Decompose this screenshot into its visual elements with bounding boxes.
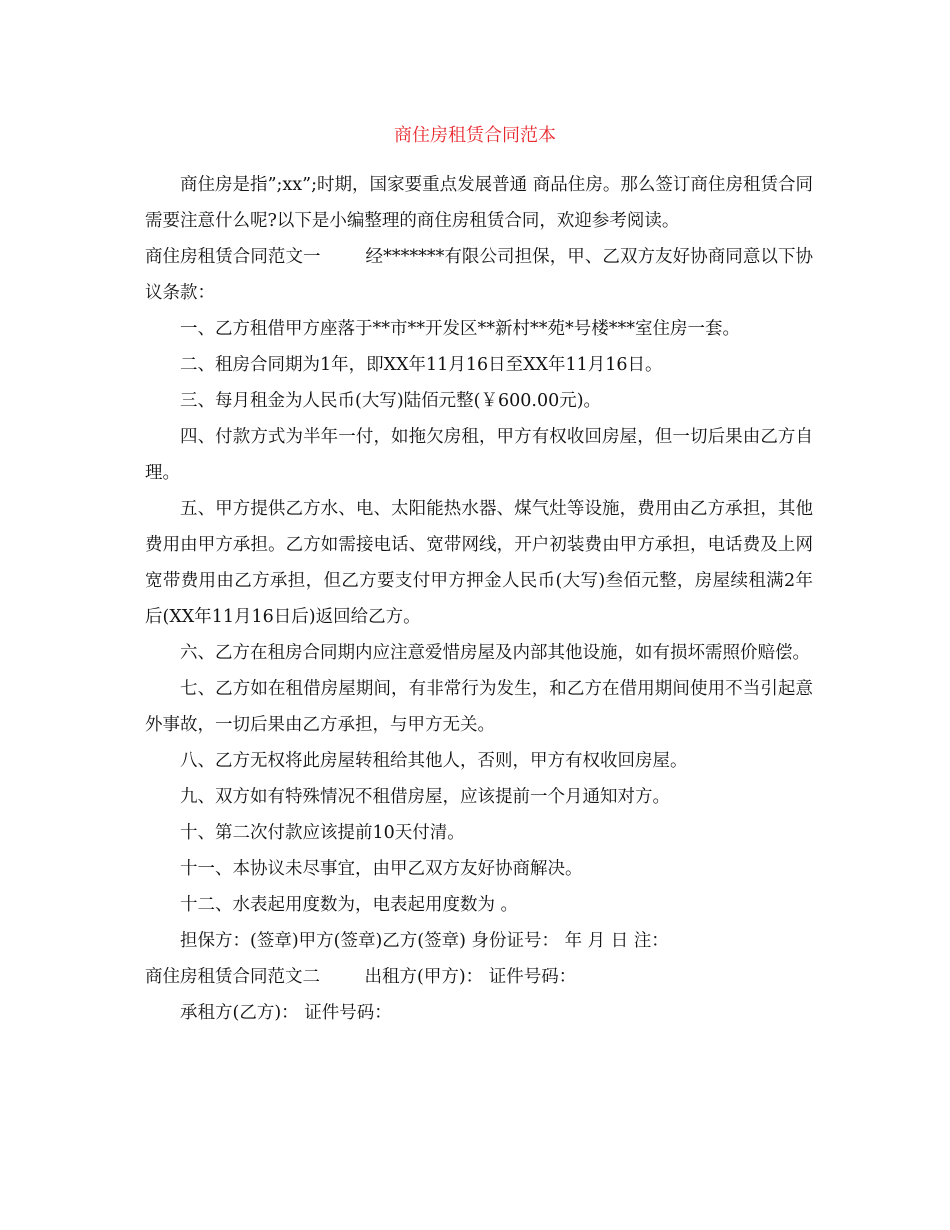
- paragraph-clause-5: 五、甲方提供乙方水、电、太阳能热水器、煤气灶等设施，费用由乙方承担，其他费用由甲方承担。乙方如需接电话、宽带网线，开户初装费由甲方承担，电话费及上网宽带费用由乙方承担，但乙方要支付甲方押金人民币(大写)叁佰元整，房屋续租满2年后(XX年11月16日后)返回给乙方。: [145, 499, 813, 627]
- paragraph-intro: 商住房是指”;xx”;时期，国家要重点发展普通 商品住房。那么签订商住房租赁合同需要注意什么呢?以下是小编整理的商住房租赁合同，欢迎参考阅读。: [145, 175, 813, 231]
- paragraph-clause-4: 四、付款方式为半年一付，如拖欠房租，甲方有权收回房屋，但一切后果由乙方自理。: [145, 427, 813, 483]
- paragraph-clause-10: 十、第二次付款应该提前10天付清。: [180, 823, 465, 843]
- paragraph-clause-9: 九、双方如有特殊情况不租借房屋，应该提前一个月通知对方。: [180, 787, 670, 807]
- document-body: [145, 167, 813, 1031]
- paragraph-lessee: 承租方(乙方)： 证件号码：: [180, 1003, 392, 1023]
- paragraph-clause-6: 六、乙方在租房合同期内应注意爱惜房屋及内部其他设施，如有损坏需照价赔偿。: [180, 643, 810, 663]
- paragraph-signatures: 担保方：(签章)甲方(签章)乙方(签章) 身份证号： 年 月 日 注：: [180, 931, 669, 951]
- paragraph-clause-12: 十二、水表起用度数为，电表起用度数为 。: [180, 895, 519, 915]
- paragraph-clause-3: 三、每月租金为人民币(大写)陆佰元整(￥600.00元)。: [180, 391, 602, 411]
- paragraph-sample-two-heading: 商住房租赁合同范文二 出租方(甲方)： 证件号码：: [145, 967, 577, 987]
- paragraph-clause-2: 二、租房合同期为1年，即XX年11月16日至XX年11月16日。: [180, 355, 663, 375]
- paragraph-clause-11: 十一、本协议未尽事宜，由甲乙双方友好协商解决。: [180, 859, 583, 879]
- paragraph-clause-1: 一、乙方租借甲方座落于**市**开发区**新村**苑*号楼***室住房一套。: [180, 319, 740, 339]
- paragraph-sample-one-heading: 商住房租赁合同范文一 经*******有限公司担保，甲、乙双方友好协商同意以下协议条款：: [145, 247, 813, 303]
- paragraph-clause-8: 八、乙方无权将此房屋转租给其他人，否则，甲方有权收回房屋。: [180, 751, 688, 771]
- paragraph-clause-7: 七、乙方如在租借房屋期间，有非常行为发生，和乙方在借用期间使用不当引起意外事故，一切后果由乙方承担，与甲方无关。: [145, 679, 813, 735]
- document-title: 商住房租赁合同范本: [394, 125, 556, 146]
